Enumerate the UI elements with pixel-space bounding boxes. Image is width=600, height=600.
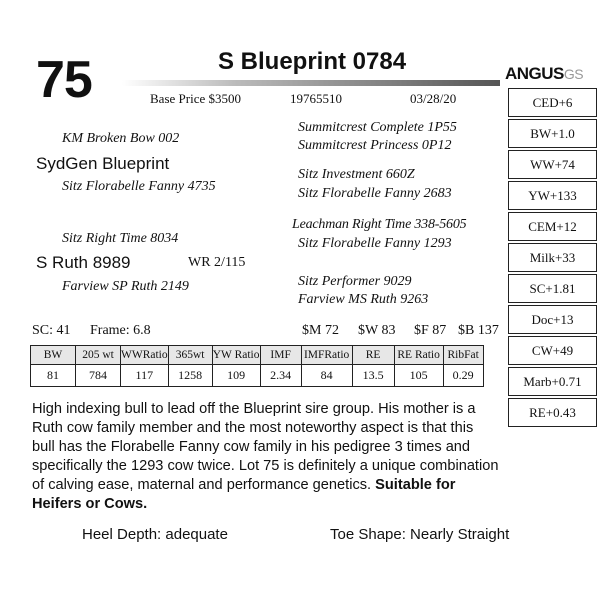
- value-cell: 1258: [168, 365, 212, 387]
- dam-sire-dam: Sitz Florabelle Fanny 1293: [298, 236, 452, 251]
- epd-doc: Doc+13: [508, 305, 597, 334]
- epd-marb: Marb+0.71: [508, 367, 597, 396]
- toe-shape: Toe Shape: Nearly Straight: [330, 526, 510, 543]
- epd-cem: CEM+12: [508, 212, 597, 241]
- value-cell: 0.29: [443, 365, 483, 387]
- header-cell: YW Ratio: [212, 346, 260, 365]
- sire: SydGen Blueprint: [36, 154, 170, 173]
- dam-dam: Farview SP Ruth 2149: [62, 279, 189, 294]
- sire-sire-dam: Summitcrest Princess 0P12: [298, 138, 452, 153]
- birth-date: 03/28/20: [410, 91, 457, 106]
- header-cell: RE Ratio: [394, 346, 443, 365]
- performance-value-row: [31, 365, 484, 387]
- value-cell: 105: [394, 365, 443, 387]
- dam-dam-sire: Sitz Performer 9029: [298, 274, 412, 289]
- value-cell: 117: [121, 365, 169, 387]
- frame-score: Frame: 6.8: [90, 323, 151, 338]
- sire-dam-sire: Sitz Investment 660Z: [298, 167, 415, 182]
- sire-dam-dam: Sitz Florabelle Fanny 2683: [298, 186, 452, 201]
- performance-header-row: [31, 346, 484, 365]
- header-cell: WWRatio: [121, 346, 169, 365]
- value-cell: 84: [301, 365, 352, 387]
- sire-sire: KM Broken Bow 002: [62, 131, 180, 146]
- value-cell: 81: [31, 365, 76, 387]
- heel-depth: Heel Depth: adequate: [82, 526, 228, 543]
- value-cell: 2.34: [260, 365, 301, 387]
- dam-sire: Sitz Right Time 8034: [62, 231, 179, 246]
- lot-number: 75: [36, 51, 92, 109]
- dam-sire-sire: Leachman Right Time 338-5605: [292, 217, 467, 232]
- index-b: $B 137: [458, 323, 499, 338]
- base-price: Base Price $3500: [150, 91, 241, 106]
- epd-milk: Milk+33: [508, 243, 597, 272]
- description: [32, 400, 500, 514]
- header-cell: 205 wt: [76, 346, 121, 365]
- index-f: $F 87: [414, 323, 447, 338]
- epd-bw: BW+1.0: [508, 119, 597, 148]
- value-cell: 784: [76, 365, 121, 387]
- sire-sire-sire: Summitcrest Complete 1P55: [298, 120, 457, 135]
- epd-sc: SC+1.81: [508, 274, 597, 303]
- epd-re: RE+0.43: [508, 398, 597, 427]
- logo-main: ANGUS: [505, 64, 564, 83]
- header-cell: RibFat: [443, 346, 483, 365]
- index-w: $W 83: [358, 323, 396, 338]
- animal-name: S Blueprint 0784: [218, 48, 407, 75]
- header-cell: 365wt: [168, 346, 212, 365]
- dam-dam-dam: Farview MS Ruth 9263: [298, 292, 429, 307]
- sire-dam: Sitz Florabelle Fanny 4735: [62, 179, 216, 194]
- registration-number: 19765510: [290, 91, 342, 106]
- header-cell: IMFRatio: [301, 346, 352, 365]
- dam: S Ruth 8989: [36, 253, 131, 272]
- epd-cw: CW+49: [508, 336, 597, 365]
- value-cell: 13.5: [352, 365, 394, 387]
- header-cell: IMF: [260, 346, 301, 365]
- logo-suffix: GS: [563, 66, 584, 82]
- dam-wr: WR 2/115: [188, 255, 246, 270]
- scrotal-circumference: SC: 41: [32, 323, 71, 338]
- suitability: Suitable for Heifers or Cows.: [32, 477, 456, 512]
- header-cell: RE: [352, 346, 394, 365]
- value-cell: 109: [212, 365, 260, 387]
- description-text: High indexing bull to lead off the Blueprint sire group. His mother is a Ruth cow family member and the most noteworthy aspect is that this bull has the Florabelle Fanny cow family in his pedigree 3 times and specifically the 1293 cow twice. Lot 75 is definitely a unique combination of calving ease, maternal and performance genetics.: [32, 401, 499, 493]
- performance-table: [30, 345, 484, 387]
- title-underline: [122, 80, 500, 86]
- epd-ced: CED+6: [508, 88, 597, 117]
- epd-yw: YW+133: [508, 181, 597, 210]
- header-cell: BW: [31, 346, 76, 365]
- angus-gs-logo: [505, 64, 583, 84]
- index-m: $M 72: [302, 323, 339, 338]
- epd-ww: WW+74: [508, 150, 597, 179]
